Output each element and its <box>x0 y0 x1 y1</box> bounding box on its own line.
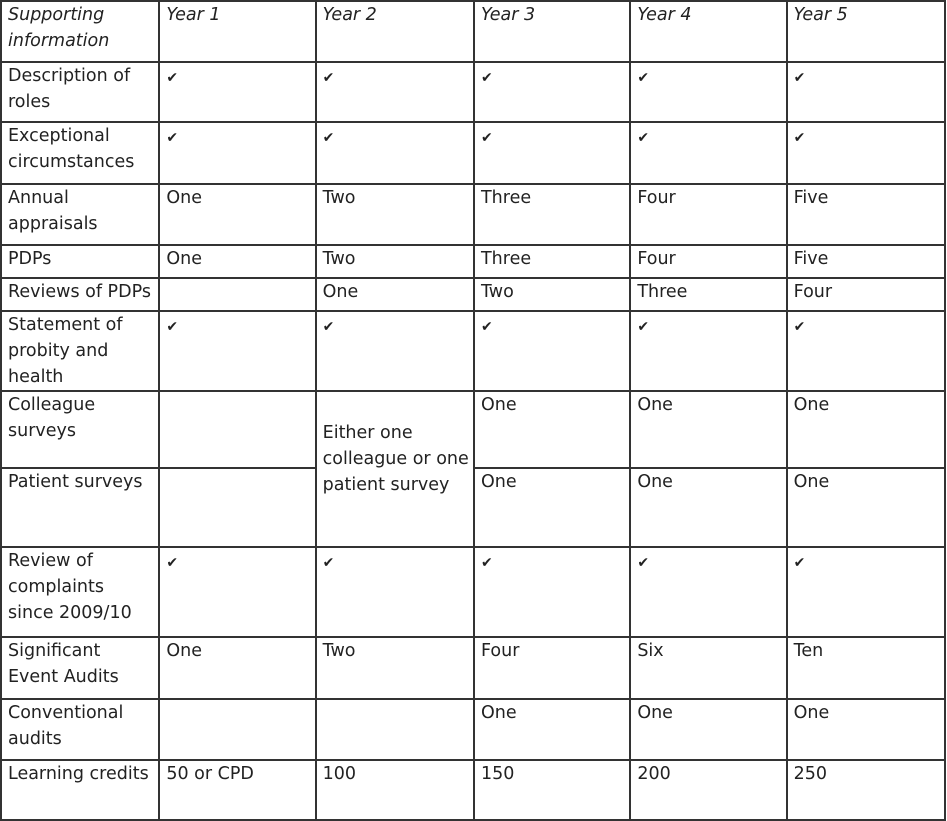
table-cell <box>630 122 786 184</box>
check-icon: ✔ <box>793 319 806 335</box>
table-cell <box>474 62 630 122</box>
table-cell <box>159 391 315 468</box>
row-label: Description of roles <box>1 62 159 122</box>
table-row <box>1 278 945 311</box>
table-row <box>1 184 945 245</box>
check-icon: ✔ <box>480 70 493 86</box>
table-cell <box>159 278 315 311</box>
table-cell: Four <box>630 184 786 245</box>
table-cell <box>630 62 786 122</box>
header-supporting-information: Supporting information <box>1 1 159 62</box>
table-cell: One <box>474 391 630 468</box>
row-label: Reviews of PDPs <box>1 278 159 311</box>
table-cell: Three <box>630 278 786 311</box>
table-cell: 150 <box>474 760 630 820</box>
check-icon: ✔ <box>480 319 493 335</box>
table-cell: Three <box>474 184 630 245</box>
table-cell: One <box>316 278 474 311</box>
table-cell <box>159 468 315 547</box>
row-label: Significant Event Audits <box>1 637 159 699</box>
table-cell <box>316 62 474 122</box>
table-cell: Six <box>630 637 786 699</box>
table-row <box>1 122 945 184</box>
table-cell: Two <box>316 184 474 245</box>
table-row <box>1 391 945 468</box>
table-cell: Ten <box>787 637 945 699</box>
table-cell <box>787 122 945 184</box>
row-label: Colleague surveys <box>1 391 159 468</box>
table-cell <box>159 311 315 391</box>
table-cell <box>474 122 630 184</box>
row-label: PDPs <box>1 245 159 278</box>
table-cell: 200 <box>630 760 786 820</box>
table-cell: Three <box>474 245 630 278</box>
table-cell: One <box>630 468 786 547</box>
table-cell <box>316 699 474 760</box>
table-cell: Five <box>787 184 945 245</box>
check-icon: ✔ <box>480 130 493 146</box>
check-icon: ✔ <box>637 130 650 146</box>
check-icon: ✔ <box>793 130 806 146</box>
table-cell <box>787 311 945 391</box>
check-icon: ✔ <box>637 555 650 571</box>
row-label: Exceptional circumstances <box>1 122 159 184</box>
table-row <box>1 760 945 820</box>
header-year-4: Year 4 <box>630 1 786 62</box>
table-row <box>1 468 945 547</box>
check-icon: ✔ <box>322 130 335 146</box>
header-year-5: Year 5 <box>787 1 945 62</box>
table-row <box>1 245 945 278</box>
table-cell <box>159 547 315 637</box>
table-cell <box>159 122 315 184</box>
row-label: Annual appraisals <box>1 184 159 245</box>
table-cell: One <box>630 391 786 468</box>
table-cell: One <box>787 391 945 468</box>
table-cell: Four <box>630 245 786 278</box>
table-cell <box>159 699 315 760</box>
check-icon: ✔ <box>322 555 335 571</box>
check-icon: ✔ <box>793 70 806 86</box>
table-cell <box>159 62 315 122</box>
row-label: Learning credits <box>1 760 159 820</box>
table-cell-merged: Either one colleague or one patient survey <box>316 391 474 547</box>
row-label: Statement of probity and health <box>1 311 159 391</box>
table-row <box>1 62 945 122</box>
table-cell <box>630 547 786 637</box>
table-cell: One <box>630 699 786 760</box>
table-cell: Two <box>316 637 474 699</box>
table-row <box>1 699 945 760</box>
table-cell: One <box>474 699 630 760</box>
table-cell: One <box>787 468 945 547</box>
table-cell <box>316 122 474 184</box>
table-row <box>1 547 945 637</box>
table-row <box>1 311 945 391</box>
check-icon: ✔ <box>637 70 650 86</box>
table-cell: One <box>474 468 630 547</box>
table-cell: One <box>159 184 315 245</box>
table-cell <box>316 311 474 391</box>
check-icon: ✔ <box>166 555 179 571</box>
check-icon: ✔ <box>322 319 335 335</box>
header-year-2: Year 2 <box>316 1 474 62</box>
table-cell: Two <box>474 278 630 311</box>
table-cell: Four <box>474 637 630 699</box>
table-cell <box>474 311 630 391</box>
check-icon: ✔ <box>322 70 335 86</box>
table-cell <box>630 311 786 391</box>
table-cell: One <box>159 637 315 699</box>
table-row <box>1 637 945 699</box>
row-label: Patient surveys <box>1 468 159 547</box>
check-icon: ✔ <box>166 130 179 146</box>
header-year-3: Year 3 <box>474 1 630 62</box>
table-cell: 50 or CPD <box>159 760 315 820</box>
table-cell: One <box>159 245 315 278</box>
check-icon: ✔ <box>166 319 179 335</box>
check-icon: ✔ <box>480 555 493 571</box>
table-cell: One <box>787 699 945 760</box>
row-label: Review of complaints since 2009/10 <box>1 547 159 637</box>
check-icon: ✔ <box>166 70 179 86</box>
check-icon: ✔ <box>637 319 650 335</box>
header-row <box>1 1 945 62</box>
table-cell: Four <box>787 278 945 311</box>
table-cell <box>316 547 474 637</box>
table-cell: 250 <box>787 760 945 820</box>
table-cell <box>474 547 630 637</box>
table-cell: Five <box>787 245 945 278</box>
row-label: Conventional audits <box>1 699 159 760</box>
check-icon: ✔ <box>793 555 806 571</box>
header-year-1: Year 1 <box>159 1 315 62</box>
table-cell <box>787 547 945 637</box>
table-cell <box>787 62 945 122</box>
table-cell: Two <box>316 245 474 278</box>
table-cell: 100 <box>316 760 474 820</box>
